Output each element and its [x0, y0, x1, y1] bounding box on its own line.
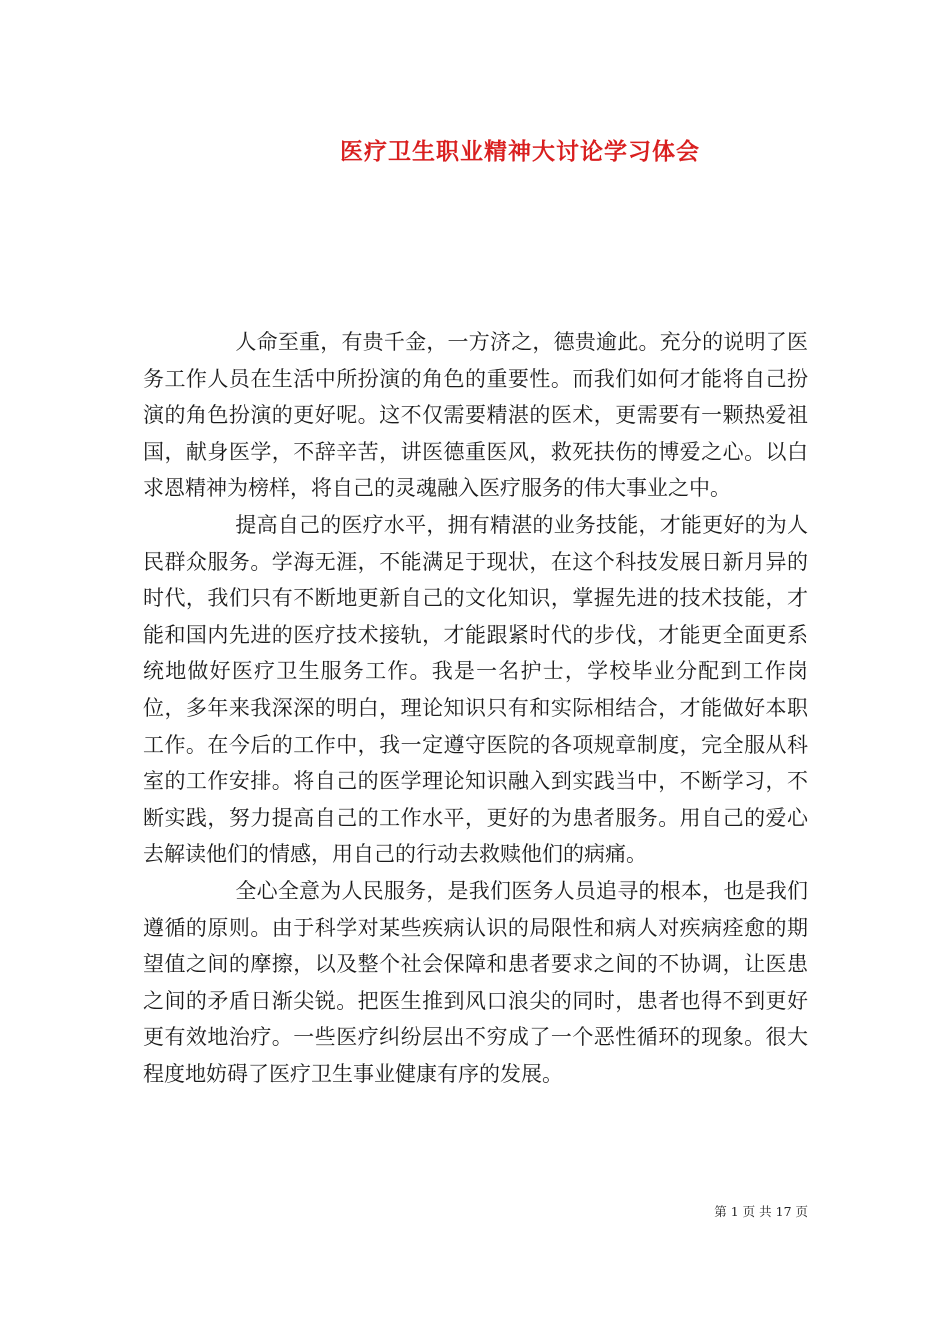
paragraph-1: 人命至重，有贵千金，一方济之，德贵逾此。充分的说明了医务工作人员在生活中所扮演的角色的重要性。而我们如何才能将自己扮演的角色扮演的更好呢。这不仅需要精湛的医术，更需要有一颗热爱祖国，献身医学，不辞辛苦，讲医德重医风，救死扶伤的博爱之心。以白求恩精神为榜样，将自己的灵魂融入医疗服务的伟大事业之中。	[143, 330, 808, 501]
page-number: 第 1 页 共 17 页	[714, 1204, 808, 1219]
document-title: 医疗卫生职业精神大讨论学习体会	[340, 138, 700, 165]
paragraph-3: 全心全意为人民服务，是我们医务人员追寻的根本，也是我们遵循的原则。由于科学对某些疾病认识的局限性和病人对疾病痊愈的期望值之间的摩擦，以及整个社会保障和患者要求之间的不协调，让医患之间的矛盾日渐尖锐。把医生推到风口浪尖的同时，患者也得不到更好更有效地治疗。一些医疗纠纷层出不穷成了一个恶性循环的现象。很大程度地妨碍了医疗卫生事业健康有序的发展。	[143, 878, 808, 1086]
paragraph-2: 提高自己的医疗水平，拥有精湛的业务技能，才能更好的为人民群众服务。学海无涯，不能满足于现状，在这个科技发展日新月异的时代，我们只有不断地更新自己的文化知识，掌握先进的技术技能，才能和国内先进的医疗技术接轨，才能跟紧时代的步伐，才能更全面更系统地做好医疗卫生服务工作。我是一名护士，学校毕业分配到工作岗位，多年来我深深的明白，理论知识只有和实际相结合，才能做好本职工作。在今后的工作中，我一定遵守医院的各项规章制度，完全服从科室的工作安排。将自己的医学理论知识融入到实践当中，不断学习，不断实践，努力提高自己的工作水平，更好的为患者服务。用自己的爱心去解读他们的情感，用自己的行动去救赎他们的病痛。	[143, 512, 808, 867]
document-body	[143, 324, 808, 1092]
